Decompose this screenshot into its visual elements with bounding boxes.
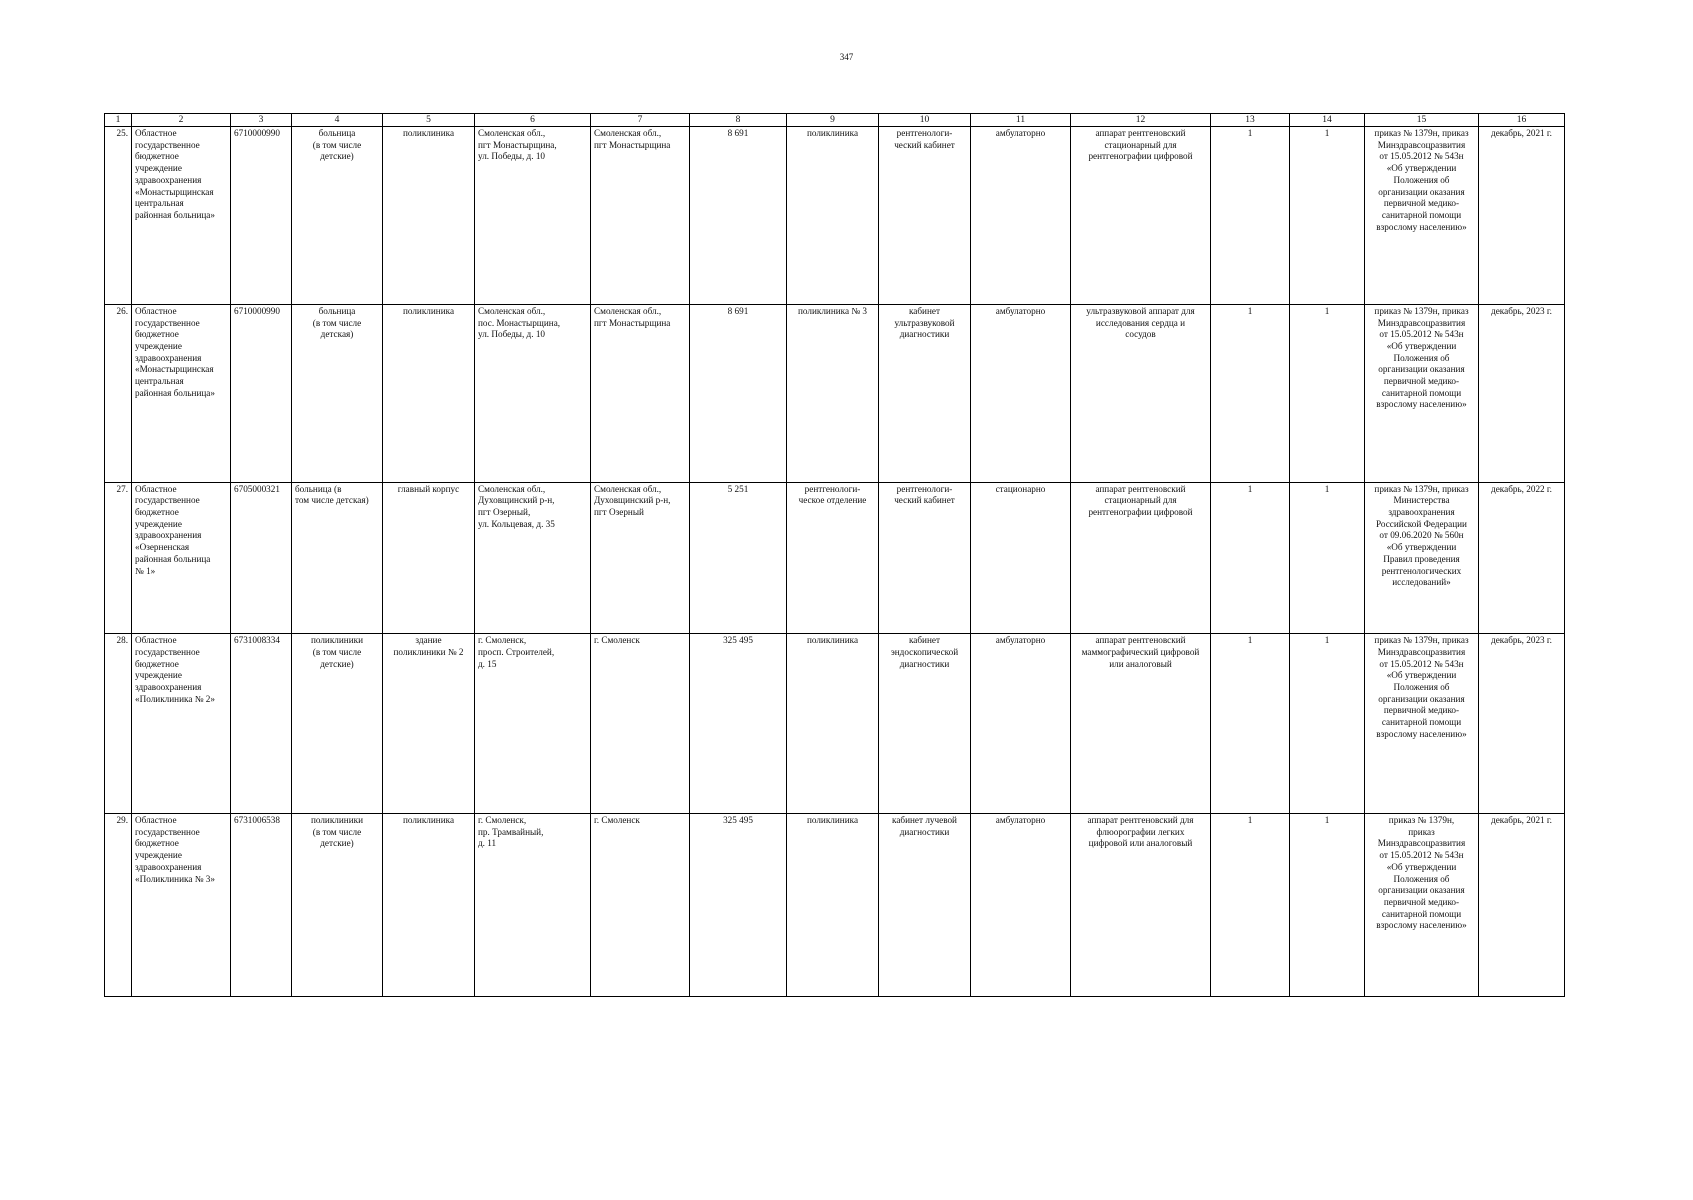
locality: Смоленская обл., пгт Монастырщина [591, 304, 690, 482]
address: Смоленская обл., Духовщинский р-н, пгт Озерный, ул. Кольцевая, д. 35 [475, 482, 591, 634]
quantity: 1 [1290, 814, 1365, 997]
structural-unit: поликлиника [383, 814, 475, 997]
structural-unit: поликлиника [383, 127, 475, 305]
table-row [105, 304, 1565, 482]
quantity: 1 [1290, 634, 1365, 814]
department: рентгенологи- ческое отделение [787, 482, 879, 634]
care-conditions: стационарно [971, 482, 1071, 634]
locality: Смоленская обл., пгт Монастырщина [591, 127, 690, 305]
equipment: ультразвуковой аппарат для исследования сердца и сосудов [1071, 304, 1211, 482]
column-header: 9 [787, 114, 879, 127]
address: Смоленская обл., пос. Монастырщина, ул. Победы, д. 10 [475, 304, 591, 482]
table-row [105, 482, 1565, 634]
delivery-date: декабрь, 2023 г. [1479, 304, 1565, 482]
legal-basis: приказ № 1379н, приказ Минздравсоцразвития от 15.05.2012 № 543н «Об утверждении Положения об организации оказания первичной медико- санитарной помощи взрослому населению» [1365, 127, 1479, 305]
population: 8 691 [690, 304, 787, 482]
quantity: 1 [1211, 634, 1290, 814]
organization-name: Областное государственное бюджетное учреждение здравоохранения «Монастырщинская центральная районная больница» [132, 304, 231, 482]
address: г. Смоленск, просп. Строителей, д. 15 [475, 634, 591, 814]
column-header: 16 [1479, 114, 1565, 127]
organization-name: Областное государственное бюджетное учреждение здравоохранения «Поликлиника № 2» [132, 634, 231, 814]
inn-code: 6731006538 [231, 814, 292, 997]
structural-unit: здание поликлиники № 2 [383, 634, 475, 814]
department: поликлиника [787, 127, 879, 305]
quantity: 1 [1211, 482, 1290, 634]
quantity: 1 [1211, 304, 1290, 482]
delivery-date: декабрь, 2021 г. [1479, 814, 1565, 997]
population: 325 495 [690, 814, 787, 997]
locality: г. Смоленск [591, 814, 690, 997]
facility-type: больница (в том числе детская) [292, 482, 383, 634]
legal-basis: приказ № 1379н, приказ Министерства здравоохранения Российской Федерации от 09.06.2020 № 560н «Об утверждении Правил проведения рентгенологических исследований» [1365, 482, 1479, 634]
quantity: 1 [1211, 814, 1290, 997]
column-header: 1 [105, 114, 132, 127]
column-header: 8 [690, 114, 787, 127]
equipment: аппарат рентгеновский маммографический цифровой или аналоговый [1071, 634, 1211, 814]
care-conditions: амбулаторно [971, 814, 1071, 997]
department: поликлиника № 3 [787, 304, 879, 482]
column-number-header [105, 114, 1565, 127]
cabinet: рентгенологи- ческий кабинет [879, 482, 971, 634]
population: 8 691 [690, 127, 787, 305]
department: поликлиника [787, 634, 879, 814]
delivery-date: декабрь, 2021 г. [1479, 127, 1565, 305]
row-number: 28. [105, 634, 132, 814]
inn-code: 6705000321 [231, 482, 292, 634]
facility-type: поликлиники (в том числе детские) [292, 814, 383, 997]
column-header: 15 [1365, 114, 1479, 127]
column-header: 7 [591, 114, 690, 127]
organization-name: Областное государственное бюджетное учреждение здравоохранения «Монастырщинская центральная районная больница» [132, 127, 231, 305]
locality: Смоленская обл., Духовщинский р-н, пгт Озерный [591, 482, 690, 634]
table-row [105, 127, 1565, 305]
organization-name: Областное государственное бюджетное учреждение здравоохранения «Поликлиника № 3» [132, 814, 231, 997]
inn-code: 6710000990 [231, 127, 292, 305]
address: Смоленская обл., пгт Монастырщина, ул. Победы, д. 10 [475, 127, 591, 305]
column-header: 6 [475, 114, 591, 127]
care-conditions: амбулаторно [971, 304, 1071, 482]
quantity: 1 [1290, 482, 1365, 634]
column-header: 10 [879, 114, 971, 127]
equipment: аппарат рентгеновский для флюорографии легких цифровой или аналоговый [1071, 814, 1211, 997]
row-number: 26. [105, 304, 132, 482]
facility-type: поликлиники (в том числе детские) [292, 634, 383, 814]
column-header: 11 [971, 114, 1071, 127]
row-number: 29. [105, 814, 132, 997]
legal-basis: приказ № 1379н, приказ Минздравсоцразвития от 15.05.2012 № 543н «Об утверждении Положения об организации оказания первичной медико- санитарной помощи взрослому населению» [1365, 814, 1479, 997]
inn-code: 6731008334 [231, 634, 292, 814]
cabinet: кабинет эндоскопической диагностики [879, 634, 971, 814]
equipment: аппарат рентгеновский стационарный для рентгенографии цифровой [1071, 482, 1211, 634]
population: 5 251 [690, 482, 787, 634]
quantity: 1 [1290, 127, 1365, 305]
column-header: 2 [132, 114, 231, 127]
column-header: 12 [1071, 114, 1211, 127]
table-row [105, 634, 1565, 814]
legal-basis: приказ № 1379н, приказ Минздравсоцразвития от 15.05.2012 № 543н «Об утверждении Положения об организации оказания первичной медико- санитарной помощи взрослому населению» [1365, 304, 1479, 482]
table-row [105, 814, 1565, 997]
column-header: 3 [231, 114, 292, 127]
locality: г. Смоленск [591, 634, 690, 814]
quantity: 1 [1290, 304, 1365, 482]
column-header: 5 [383, 114, 475, 127]
population: 325 495 [690, 634, 787, 814]
column-header: 4 [292, 114, 383, 127]
structural-unit: главный корпус [383, 482, 475, 634]
page-number: 347 [839, 52, 854, 62]
department: поликлиника [787, 814, 879, 997]
column-header: 13 [1211, 114, 1290, 127]
inn-code: 6710000990 [231, 304, 292, 482]
cabinet: кабинет лучевой диагностики [879, 814, 971, 997]
equipment: аппарат рентгеновский стационарный для рентгенографии цифровой [1071, 127, 1211, 305]
organization-name: Областное государственное бюджетное учреждение здравоохранения «Озерненская районная больница № 1» [132, 482, 231, 634]
row-number: 25. [105, 127, 132, 305]
facility-type: больница (в том числе детская) [292, 304, 383, 482]
address: г. Смоленск, пр. Трамвайный, д. 11 [475, 814, 591, 997]
legal-basis: приказ № 1379н, приказ Минздравсоцразвития от 15.05.2012 № 543н «Об утверждении Положения об организации оказания первичной медико- санитарной помощи взрослому населению» [1365, 634, 1479, 814]
row-number: 27. [105, 482, 132, 634]
delivery-date: декабрь, 2023 г. [1479, 634, 1565, 814]
equipment-registry-table [104, 113, 1565, 997]
care-conditions: амбулаторно [971, 127, 1071, 305]
cabinet: рентгенологи- ческий кабинет [879, 127, 971, 305]
structural-unit: поликлиника [383, 304, 475, 482]
delivery-date: декабрь, 2022 г. [1479, 482, 1565, 634]
quantity: 1 [1211, 127, 1290, 305]
care-conditions: амбулаторно [971, 634, 1071, 814]
cabinet: кабинет ультразвуковой диагностики [879, 304, 971, 482]
column-header: 14 [1290, 114, 1365, 127]
facility-type: больница (в том числе детские) [292, 127, 383, 305]
